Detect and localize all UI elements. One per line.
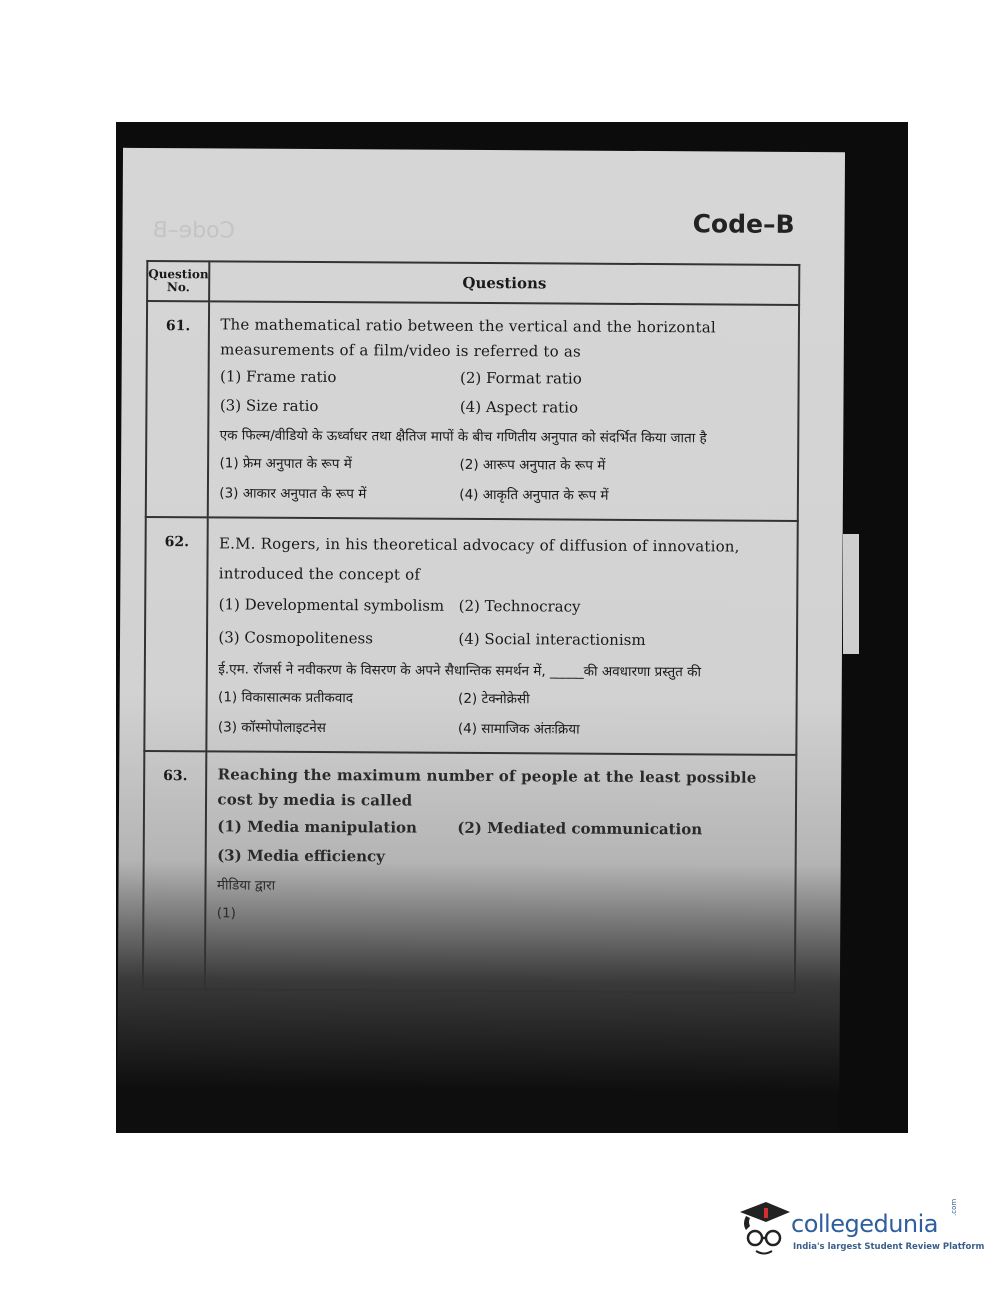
exam-page-photo: [116, 122, 908, 1133]
question-text-hindi: मीडिया द्वारा: [216, 877, 276, 894]
options-hindi: [217, 898, 791, 932]
option: (2) Format ratio: [459, 368, 582, 388]
options-hindi: [219, 448, 793, 512]
option: (1) फ्रेम अनुपात के रूप में: [219, 455, 352, 473]
option: (4) Aspect ratio: [459, 397, 579, 417]
question-sheet: [117, 148, 845, 1133]
options-english: [217, 812, 791, 874]
question-table: [142, 260, 800, 994]
options-hindi: [218, 682, 792, 746]
option: (1) विकासात्मक प्रतीकवाद: [218, 689, 353, 707]
question-text-hindi: ई.एम. रॉजर्स ने नवीकरण के विसरण के अपने सैधान्तिक समर्थन में, _____की अवधारणा प्रस्तुत की: [218, 661, 702, 681]
option: (4) सामाजिक अंतःक्रिया: [457, 720, 580, 738]
option: (4) Social interactionism: [458, 629, 646, 650]
col-header-questions: Questions: [210, 261, 800, 305]
option: (1) Frame ratio: [219, 367, 337, 387]
option: (3) आकार अनुपात के रूप में: [219, 485, 367, 503]
option: (1) Developmental symbolism: [218, 595, 445, 615]
logo-suffix: .com: [950, 1198, 958, 1216]
option: (4) आकृति अनुपात के रूप में: [459, 486, 609, 504]
option: (2) आरूप अनुपात के रूप में: [459, 456, 606, 474]
question-content: [205, 751, 796, 993]
question-row-63: [143, 751, 796, 993]
option: (2) Mediated communication: [457, 818, 703, 839]
col-header-question-no: Question No.: [147, 261, 210, 301]
paper-edge: [843, 534, 859, 654]
mascot-icon: [736, 1196, 792, 1256]
paper-code: Code–B: [692, 209, 795, 239]
question-text-english: E.M. Rogers, in his theoretical advocacy of diffusion of innovation, introduced the concept of: [218, 534, 740, 584]
question-text-hindi: एक फिल्म/वीडियो के ऊर्ध्वाधर तथा क्षैतिज मापों के बीच गणितीय अनुपात को संदर्भित किया जाता है: [219, 427, 707, 447]
option: (1): [216, 905, 236, 922]
logo-wordmark: collegedunia: [791, 1210, 939, 1238]
question-text-english: The mathematical ratio between the vertical and the horizontal measurements of a film/video is referred to as: [220, 315, 716, 361]
question-text-english: Reaching the maximum number of people at the least possible cost by media is called: [217, 765, 757, 810]
option: (3) Size ratio: [219, 396, 319, 416]
option: [457, 900, 791, 932]
logo-tagline: India's largest Student Review Platform: [793, 1242, 985, 1252]
option: (3) Media efficiency: [217, 846, 385, 866]
question-number: 63.: [143, 751, 207, 989]
option: (2) टेक्नोक्रेसी: [458, 690, 530, 708]
option: (3) कॉस्मोपोलाइटनेस: [217, 719, 326, 737]
show-through-text: Code–B: [152, 217, 236, 244]
options-english: [220, 362, 794, 424]
options-english: [218, 588, 792, 658]
question-number: 61.: [146, 301, 210, 517]
question-number: 62.: [144, 517, 208, 751]
question-content: [207, 517, 798, 755]
table-header-row: [147, 261, 799, 305]
option: (2) Technocracy: [458, 596, 581, 616]
option: (3) Cosmopoliteness: [218, 628, 374, 648]
question-row-62: [144, 517, 797, 755]
option: (1) Media manipulation: [217, 817, 418, 837]
question-content: [208, 301, 799, 521]
collegedunia-logo[interactable]: [736, 1196, 985, 1264]
question-row-61: [146, 301, 799, 521]
option: [457, 843, 791, 874]
